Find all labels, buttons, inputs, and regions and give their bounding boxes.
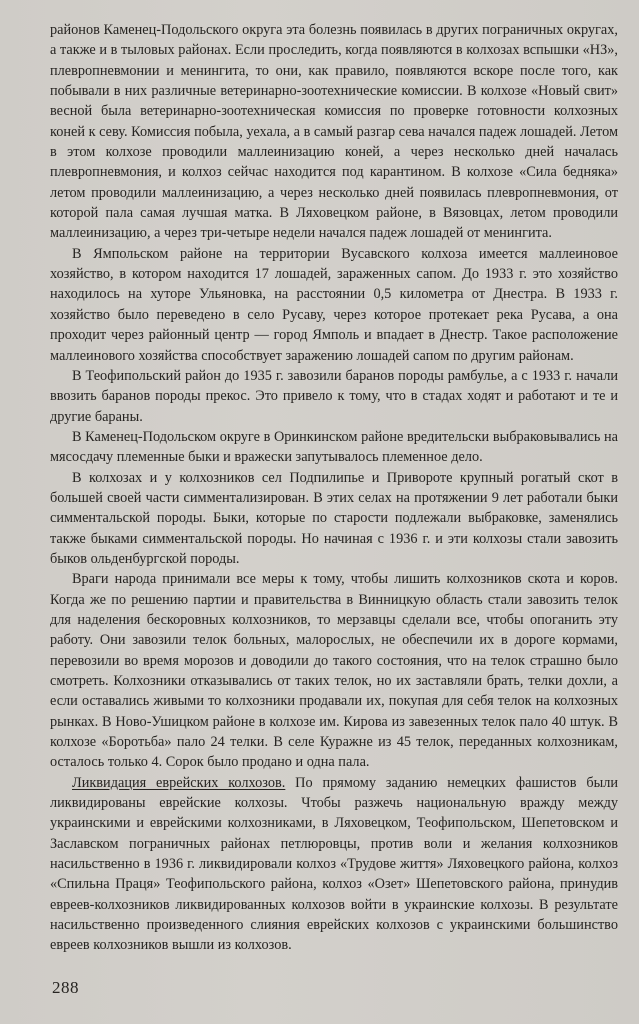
body-text (50, 20, 618, 956)
paragraph-4: В Каменец-Подольском округе в Оринкинском районе вредительски выбраковывались на мясосдачу племенные быки и вражески запутывалось племенное дело. (50, 428, 618, 466)
paragraph-5: В колхозах и у колхозников сел Подпилипье и Привороте крупный рогатый скот в большей своей части симментализирован. В этих селах на протяжении 9 лет работали быки симментальской породы. Быки, которые по старости подлежали выбраковке, заменялись также быками симментальской породы. Но начиная с 1936 г. и эти колхозы стали завозить быков ольденбургской породы. (50, 469, 618, 567)
paragraph-2: В Ямпольском районе на территории Вусавского колхоза имеется маллеиновое хозяйство, в котором находится 17 лошадей, зараженных сапом. До 1933 г. это хозяйство находилось на хуторе Ульяновка, на расстоянии 0,5 километра от Днестра. В 1933 г. хозяйство было переведено в село Русаву, через которое протекает река Русава, а она проходит через районный центр — город Ямполь и впадает в Днестр. Такое расположение маллеинового хозяйства способствует заражению лошадей сапом по другим районам. (50, 245, 618, 364)
paragraph-7 (50, 773, 618, 956)
paragraph-1: районов Каменец-Подольского округа эта болезнь появилась в других пограничных округах, а также и в тыловых районах. Если проследить, когда появляются в колхозах вспышки «НЗ», плевропневмонии и менингита, то они, как правило, появляются вскоре после того, как побывали в них различные ветеринарно-зоотехнические комиссии. В колхозе «Новый свит» весной была ветеринарно-зоотехническая комиссия по проверке готовности колхозных коней к севу. Комиссия побыла, уехала, а в самый разгар сева начался падеж лошадей. Летом в этом колхозе проводили маллеинизацию коней, а через несколько дней началась плевропневмония, и колхоз сейчас находится под карантином. В колхозе «Сила бедняка» летом проводили маллеинизацию, а через несколько дней появилась плевропневмония, от которой пала самая лучшая матка. В Ляховецком районе, в Вязовцах, летом проводили маллеинизацию, а через три-четыре недели начался падеж лошадей от менингита. (50, 22, 618, 242)
section-heading: Ликвидация еврейских колхозов. (72, 774, 286, 791)
paragraph-7-body: По прямому заданию немецких фашистов были ликвидированы еврейские колхозы. Чтобы разжечь национальную вражду между украинскими и еврейскими колхозниками, в Ляховецком, Теофипольском, Шепетовском и Заславском пограничных районах петлюровцы, против воли и желания колхозников насильственно в 1936 г. ликвидировали колхоз «Трудове життя» Ляховецкого района, колхоз «Спильна Праця» Теофипольского района, колхоз «Озет» Шепетовского района, принудив евреев-колхозников ликвидированных колхозов войти в украинские колхозы. В результате насильственно произведенного слияния еврейских колхозов с украинскими большинство евреев колхозников вышли из колхозов. (50, 774, 618, 954)
page-number: 288 (52, 978, 79, 997)
paragraph-6: Враги народа принимали все меры к тому, чтобы лишить колхозников скота и коров. Когда же по решению партии и правительства в Винницкую область стали завозить телок для наделения бескоровных колхозников, то мерзавцы сделали все, чтобы опоганить эту работу. Они завозили телок больных, малорослых, не обеспечили их в дороге кормами, перевозили во время морозов и доводили до такого состояния, что на телок страшно было смотреть. Колхозники отказывались от таких телок, но их заставляли брать, телки дохли, а если оставались живыми то колхозники продавали их, покупая для себя телок на колхозных рынках. В Ново-Ушицком районе в колхозе им. Кирова из завезенных телок пало 40 штук. В колхозе «Боротьба» пало 24 телки. В селе Куражне из 45 телок, переданных колхозникам, осталось только 4. Сорок было продано и одна пала. (50, 571, 618, 771)
paragraph-3: В Теофипольский район до 1935 г. завозили баранов породы рамбулье, а с 1933 г. начали ввозить баранов породы прекос. Это привело к тому, что в стадах ходят и работают и те и другие бараны. (50, 367, 618, 425)
